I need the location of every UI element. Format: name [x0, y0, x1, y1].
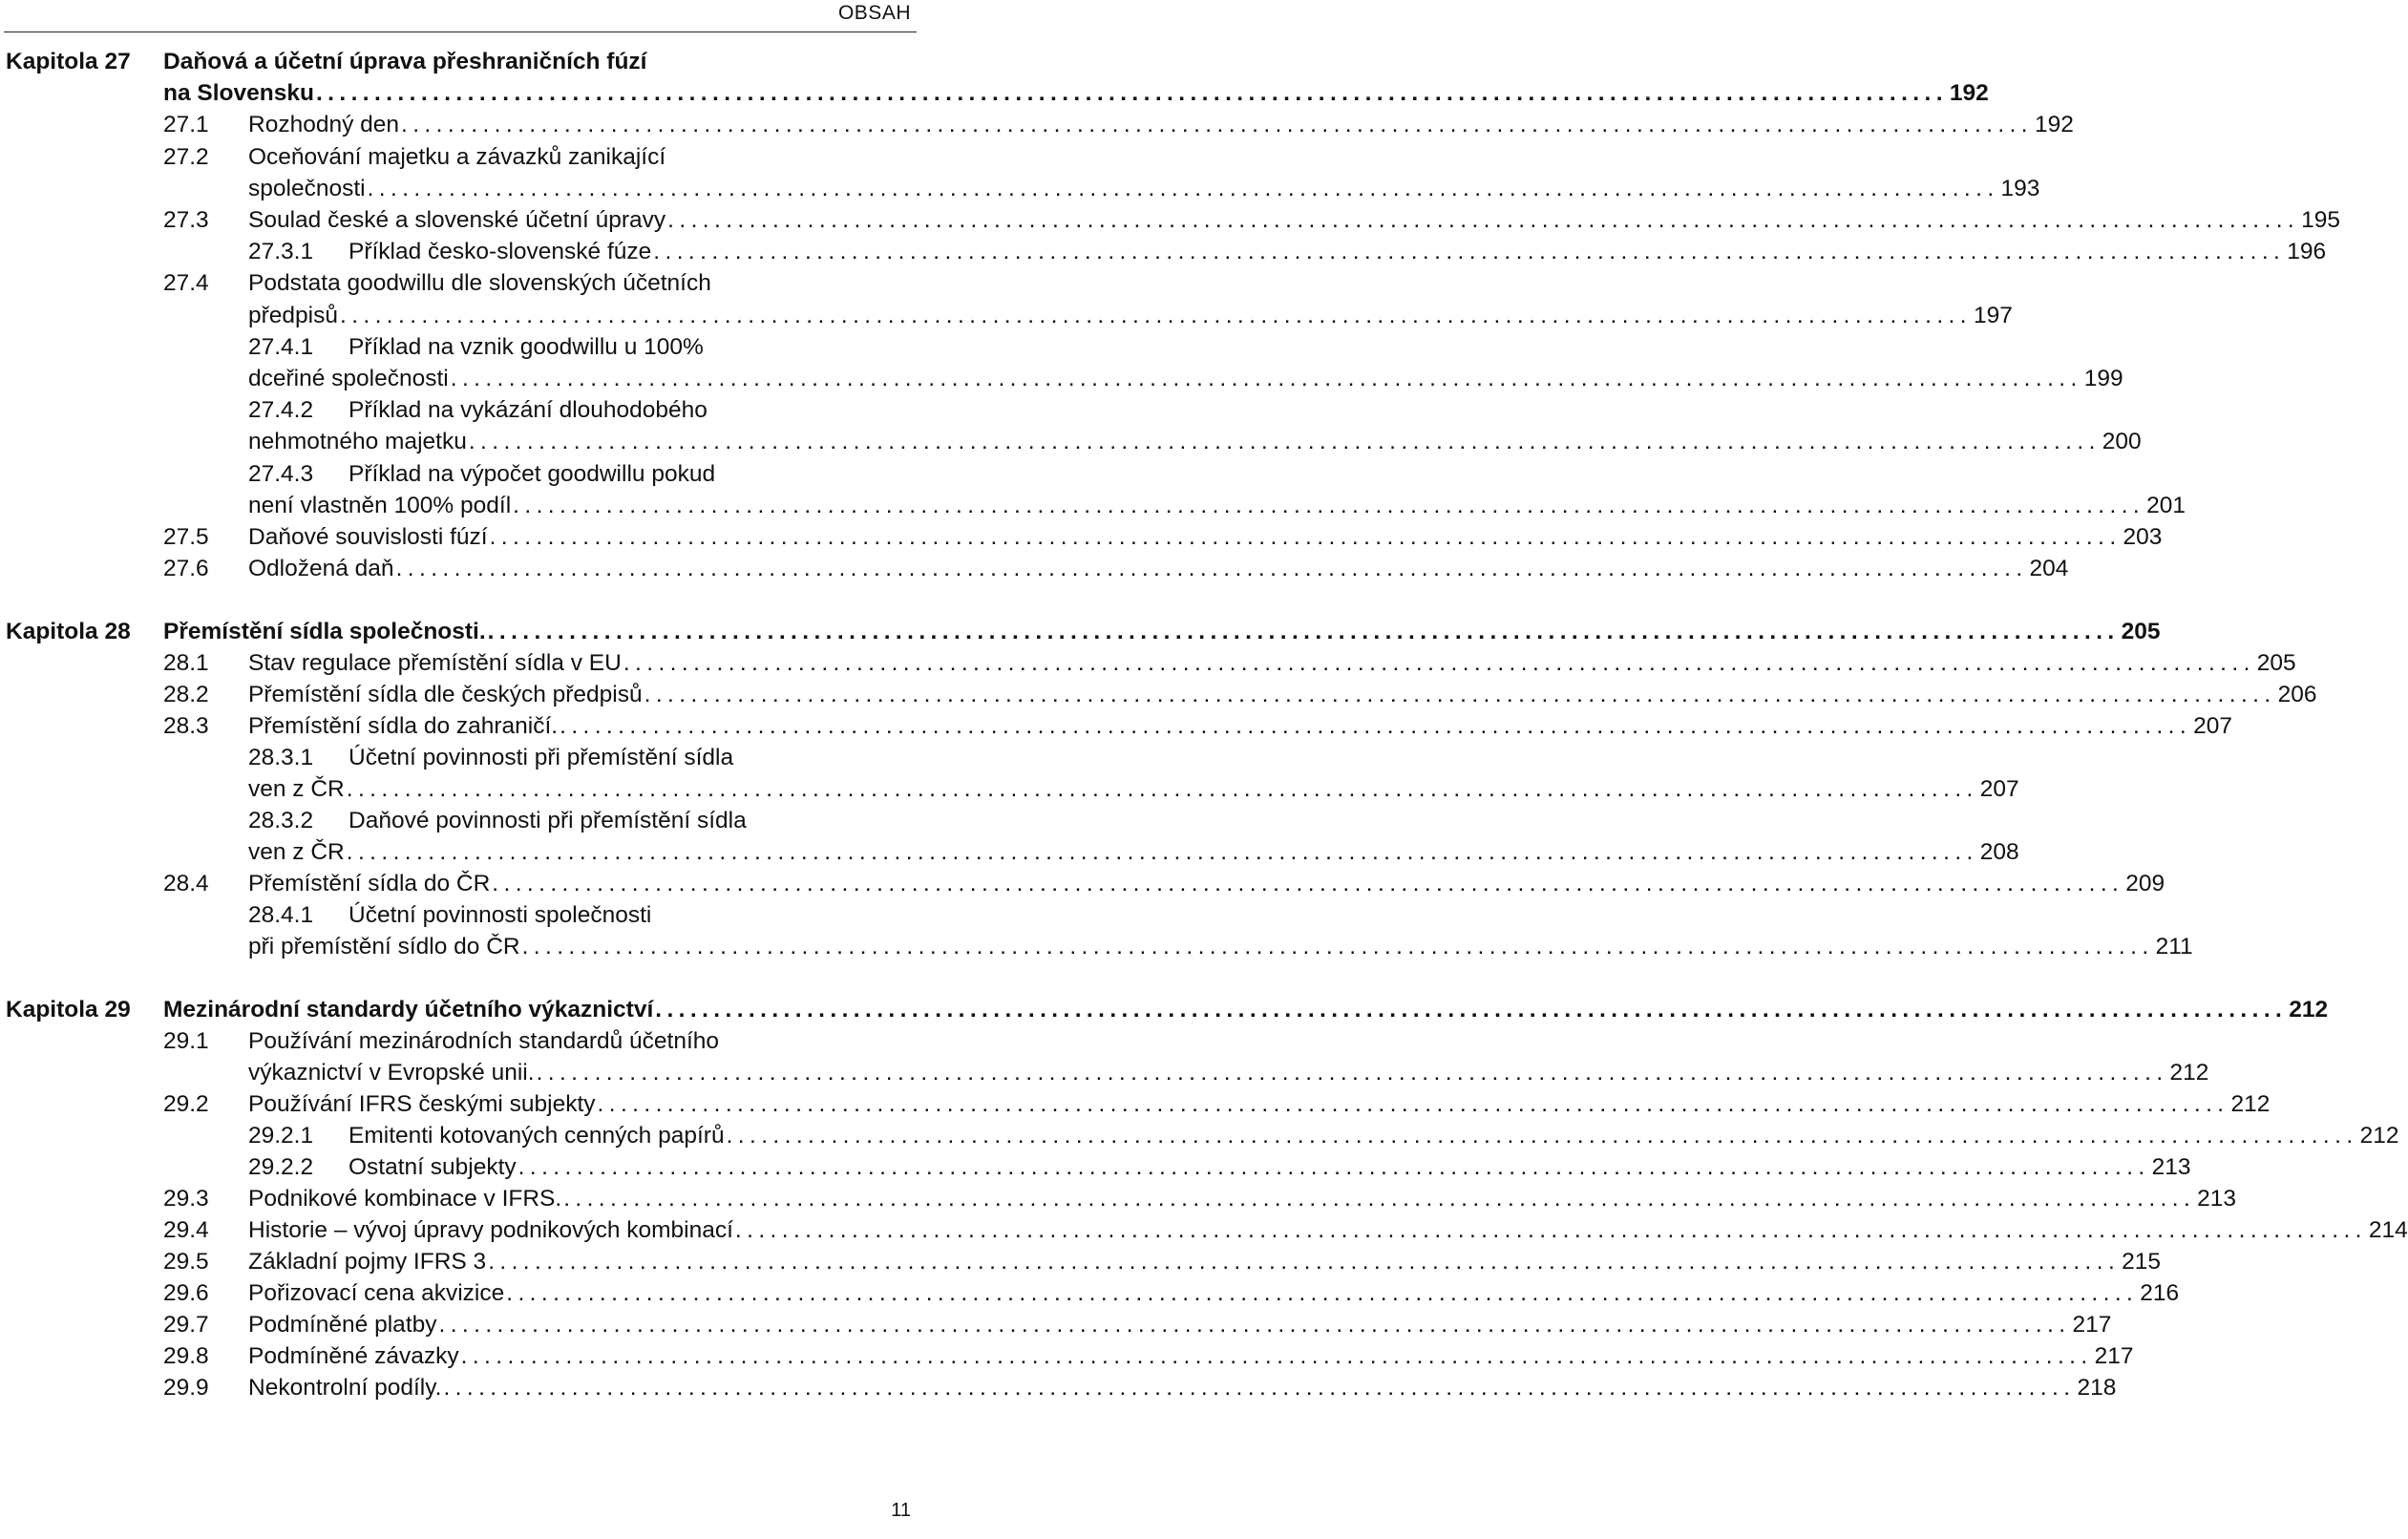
- page-ref: 212: [2289, 997, 2329, 1022]
- entry-title: Přemístění sídla do zahraničí.: [248, 713, 559, 739]
- entry-leader-row: [248, 1088, 2271, 1120]
- section-number: 28.1: [163, 650, 209, 676]
- toc-entry: [0, 1246, 2162, 1277]
- entry-title: Příklad česko-slovenské fúze: [349, 239, 652, 264]
- entry-title: při přemístění sídlo do ČR: [248, 934, 520, 959]
- chapter-title: Mezinárodní standardy účetního výkaznictví: [163, 997, 654, 1022]
- dot-leader: ............................................................................................................................................: [488, 1249, 2121, 1275]
- section-number: 28.3.2: [248, 808, 314, 833]
- entry-title: Příklad na vznik goodwillu u 100%: [349, 334, 704, 360]
- dot-leader: ............................................................................................................................................: [443, 1375, 2076, 1401]
- section-number: 29.2.1: [248, 1123, 314, 1149]
- page-ref: 213: [2151, 1154, 2191, 1180]
- page-ref: 207: [1979, 776, 2019, 802]
- section-number: 27.1: [163, 112, 209, 137]
- dot-leader: ............................................................................................................................................: [395, 556, 2028, 581]
- toc-entry: [0, 1309, 2112, 1340]
- dot-leader: ............................................................................................................................................: [460, 1343, 2093, 1369]
- page-ref: 214: [2368, 1217, 2408, 1243]
- page-ref: 205: [2121, 619, 2161, 644]
- entry-title: Účetní povinnosti společnosti: [349, 902, 652, 928]
- entry-title: Podmíněné závazky: [248, 1343, 459, 1369]
- entry-leader-row: [248, 300, 2013, 331]
- entry-leader-row: [163, 994, 2329, 1025]
- entry-leader-row: [248, 1340, 2134, 1372]
- section-number: 29.5: [163, 1249, 209, 1275]
- page-ref: 192: [2034, 112, 2074, 137]
- dot-leader: ............................................................................................................................................: [438, 1312, 2071, 1338]
- entry-title: nehmotného majetku: [248, 429, 467, 454]
- dot-leader: ............................................................................................................................................: [667, 207, 2300, 233]
- dot-leader: ............................................................................................................................................: [339, 303, 1972, 328]
- dot-leader: ............................................................................................................................................: [644, 682, 2276, 707]
- entry-leader-row: [248, 363, 2123, 394]
- entry-title: ven z ČR: [248, 839, 345, 865]
- dot-leader: ............................................................................................................................................: [489, 524, 2122, 550]
- entry-leader-row: [349, 236, 2327, 267]
- chapter-label: Kapitola 29: [6, 997, 131, 1022]
- page-number: 11: [891, 1500, 911, 1521]
- section-number: 29.2: [163, 1091, 209, 1117]
- page-ref: 192: [1949, 80, 1989, 106]
- entry-title: dceřiné společnosti: [248, 366, 449, 391]
- page-ref: 208: [1979, 839, 2019, 865]
- section-number: 29.2.2: [248, 1154, 314, 1180]
- page-ref: 215: [2122, 1249, 2162, 1275]
- entry-title: Základní pojmy IFRS 3: [248, 1249, 487, 1275]
- page-ref: 218: [2077, 1375, 2117, 1401]
- entry-title: výkaznictví v Evropské unii.: [248, 1060, 535, 1086]
- page-ref: 203: [2123, 524, 2163, 550]
- entry-title: Přemístění sídla dle českých předpisů: [248, 682, 643, 707]
- page-ref: 211: [2155, 934, 2193, 959]
- page-ref: 205: [2256, 650, 2296, 676]
- chapter-title: Daňová a účetní úprava přeshraničních fúzí: [163, 49, 647, 74]
- toc-entry: [0, 521, 2163, 553]
- entry-title: není vlastněn 100% podíl: [248, 493, 512, 518]
- toc-entry: [0, 1025, 888, 1057]
- section-number: 29.1: [163, 1028, 209, 1054]
- page-ref: 213: [2197, 1186, 2237, 1212]
- dot-leader: ............................................................................................................................................: [597, 1091, 2229, 1117]
- entry-leader-row: [349, 1151, 2191, 1183]
- page-ref: 201: [2146, 493, 2186, 518]
- entry-title: Používání mezinárodních standardů účetního: [248, 1028, 720, 1054]
- page-ref: 212: [2169, 1060, 2209, 1086]
- section-number: 29.3: [163, 1186, 209, 1212]
- entry-leader-row: [248, 553, 2069, 584]
- entry-title: Podnikové kombinace v IFRS.: [248, 1186, 562, 1212]
- section-number: 27.4: [163, 270, 209, 296]
- entry-leader-row: [248, 426, 2142, 457]
- page-ref: 206: [2277, 682, 2317, 707]
- entry-title: Používání IFRS českými subjekty: [248, 1091, 596, 1117]
- section-number: 29.9: [163, 1375, 209, 1401]
- toc-entry: [0, 426, 2142, 457]
- dot-leader: ............................................................................................................................................: [563, 1186, 2196, 1212]
- section-number: 29.8: [163, 1343, 209, 1369]
- entry-title: ven z ČR: [248, 776, 345, 802]
- toc-entry: [0, 773, 2019, 805]
- entry-leader-row: [248, 836, 2019, 868]
- page-ref: 200: [2102, 429, 2142, 454]
- toc-entry: [0, 109, 2074, 140]
- page-ref: 197: [1973, 303, 2013, 328]
- toc-entry: [0, 868, 2165, 899]
- entry-leader-row: [248, 773, 2019, 805]
- entry-leader-row: [248, 1183, 2237, 1214]
- section-number: 27.5: [163, 524, 209, 550]
- section-number: 28.3.1: [248, 745, 314, 770]
- entry-leader-row: [248, 173, 2040, 204]
- entry-leader-row: [248, 931, 2193, 962]
- dot-leader: ............................................................................................................................................: [450, 366, 2082, 391]
- chapter-title: na Slovensku: [163, 80, 314, 106]
- toc-entry: [0, 1120, 2399, 1151]
- toc-entry: [0, 742, 888, 773]
- toc-entry: [0, 1340, 2134, 1372]
- entry-title: Historie – vývoj úpravy podnikových kombinací: [248, 1217, 733, 1243]
- dot-leader: ............................................................................................................................................: [315, 80, 1948, 106]
- entry-title: Nekontrolní podíly.: [248, 1375, 442, 1401]
- section-number: 29.4: [163, 1217, 209, 1243]
- section-number: 28.2: [163, 682, 209, 707]
- section-number: 27.3: [163, 207, 209, 233]
- dot-leader: ............................................................................................................................................: [518, 1154, 2150, 1180]
- dot-leader: ............................................................................................................................................: [513, 493, 2145, 518]
- entry-title: Soulad české a slovenské účetní úpravy: [248, 207, 666, 233]
- toc-chapter-line: [0, 994, 2329, 1025]
- entry-title: společnosti: [248, 176, 366, 201]
- toc-entry: [0, 710, 2232, 742]
- page-ref: 196: [2287, 239, 2327, 264]
- entry-title: Emitenti kotovaných cenných papírů: [349, 1123, 725, 1149]
- toc-entry: [0, 267, 888, 299]
- toc-entry: [0, 363, 2123, 394]
- toc-entry: [0, 553, 2069, 584]
- toc-entry: [0, 899, 888, 931]
- entry-title: Odložená daň: [248, 556, 394, 581]
- entry-leader-row: [248, 521, 2163, 553]
- section-number: 27.4.1: [248, 334, 314, 360]
- entry-title: Ostatní subjekty: [349, 1154, 517, 1180]
- toc-entry: [0, 490, 2186, 521]
- entry-leader-row: [248, 647, 2296, 679]
- entry-title: Oceňování majetku a závazků zanikající: [248, 144, 666, 170]
- dot-leader: ............................................................................................................................................: [346, 776, 1978, 802]
- dot-leader: ............................................................................................................................................: [623, 650, 2255, 676]
- page-ref: 217: [2072, 1312, 2112, 1338]
- entry-title: Pořizovací cena akvizice: [248, 1280, 505, 1306]
- toc-entry: [0, 931, 2193, 962]
- page-ref: 209: [2125, 871, 2165, 896]
- dot-leader: ............................................................................................................................................: [560, 713, 2192, 739]
- dot-leader: ............................................................................................................................................: [506, 1280, 2139, 1306]
- page-ref: 212: [2230, 1091, 2271, 1117]
- toc-entry: [0, 300, 2013, 331]
- dot-leader: ............................................................................................................................................: [346, 839, 1978, 865]
- toc-chapter-line: [0, 46, 888, 77]
- section-number: 27.4.3: [248, 461, 314, 487]
- page-ref: 207: [2193, 713, 2232, 739]
- entry-leader-row: [163, 616, 2161, 647]
- entry-title: Rozhodný den: [248, 112, 400, 137]
- entry-leader-row: [248, 1309, 2112, 1340]
- toc-entry: [0, 679, 2317, 710]
- page-ref: 216: [2140, 1280, 2180, 1306]
- toc-entry: [0, 1088, 2271, 1120]
- entry-title: předpisů: [248, 303, 338, 328]
- toc-chapter-line: [0, 616, 2161, 647]
- entry-leader-row: [248, 710, 2232, 742]
- section-number: 28.4: [163, 871, 209, 896]
- entry-leader-row: [248, 1246, 2162, 1277]
- toc-entry: [0, 236, 2327, 267]
- section-number: 29.7: [163, 1312, 209, 1338]
- entry-leader-row: [248, 109, 2074, 140]
- toc-entry: [0, 1057, 2209, 1088]
- toc-entry: [0, 805, 888, 836]
- entry-leader-row: [349, 1120, 2399, 1151]
- toc-entry: [0, 141, 888, 173]
- toc-entry: [0, 1183, 2237, 1214]
- chapter-label: Kapitola 27: [6, 49, 131, 74]
- dot-leader: ............................................................................................................................................: [401, 112, 2033, 137]
- entry-leader-row: [248, 1214, 2408, 1246]
- toc-entry: [0, 647, 2296, 679]
- section-number: 28.4.1: [248, 902, 314, 928]
- section-number: 28.3: [163, 713, 209, 739]
- chapter-title: Přemístění sídla společnosti.: [163, 619, 486, 644]
- entry-leader-row: [248, 868, 2165, 899]
- entry-leader-row: [248, 679, 2317, 710]
- entry-title: Podmíněné platby: [248, 1312, 437, 1338]
- dot-leader: ............................................................................................................................................: [468, 429, 2101, 454]
- section-number: 29.6: [163, 1280, 209, 1306]
- dot-leader: ............................................................................................................................................: [536, 1060, 2168, 1086]
- chapter-label: Kapitola 28: [6, 619, 131, 644]
- toc-chapter-line: [0, 77, 1989, 109]
- section-number: 27.6: [163, 556, 209, 581]
- entry-leader-row: [248, 1372, 2117, 1403]
- page-ref: 195: [2301, 207, 2341, 233]
- entry-title: Příklad na vykázání dlouhodobého: [349, 397, 708, 423]
- dot-leader: ............................................................................................................................................: [521, 934, 2154, 959]
- dot-leader: ............................................................................................................................................: [367, 176, 1999, 201]
- page-ref: 193: [2000, 176, 2040, 201]
- toc-entry: [0, 1277, 2180, 1309]
- running-header-label: OBSAH: [837, 2, 911, 24]
- entry-leader-row: [248, 204, 2341, 236]
- page-ref: 212: [2359, 1123, 2399, 1149]
- toc-entry: [0, 331, 888, 363]
- page-ref: 204: [2029, 556, 2069, 581]
- entry-leader-row: [248, 490, 2186, 521]
- toc-entry: [0, 173, 2040, 204]
- dot-leader: ............................................................................................................................................: [492, 871, 2124, 896]
- entry-title: Stav regulace přemístění sídla v EU: [248, 650, 622, 676]
- entry-title: Příklad na výpočet goodwillu pokud: [349, 461, 716, 487]
- entry-title: Podstata goodwillu dle slovenských účetních: [248, 270, 711, 296]
- entry-leader-row: [248, 1057, 2209, 1088]
- page-ref: 217: [2094, 1343, 2134, 1369]
- entry-title: Účetní povinnosti při přemístění sídla: [349, 745, 734, 770]
- entry-leader-row: [163, 77, 1989, 109]
- toc-entry: [0, 204, 2341, 236]
- dot-leader: ............................................................................................................................................: [655, 997, 2288, 1022]
- toc-entry: [0, 1151, 2191, 1183]
- dot-leader: ............................................................................................................................................: [653, 239, 2286, 264]
- toc-entry: [0, 394, 888, 426]
- toc-entry: [0, 458, 888, 490]
- section-number: 27.2: [163, 144, 209, 170]
- dot-leader: ............................................................................................................................................: [726, 1123, 2358, 1149]
- page-ref: 199: [2083, 366, 2123, 391]
- entry-title: Daňové povinnosti při přemístění sídla: [349, 808, 747, 833]
- dot-leader: ............................................................................................................................................: [487, 619, 2120, 644]
- toc-entry: [0, 1372, 2117, 1403]
- entry-title: Přemístění sídla do ČR: [248, 871, 491, 896]
- section-number: 27.4.2: [248, 397, 314, 423]
- toc-entry: [0, 836, 2019, 868]
- entry-title: Daňové souvislosti fúzí: [248, 524, 488, 550]
- entry-leader-row: [248, 1277, 2180, 1309]
- dot-leader: ............................................................................................................................................: [734, 1217, 2367, 1243]
- section-number: 27.3.1: [248, 239, 314, 264]
- toc-entry: [0, 1214, 2408, 1246]
